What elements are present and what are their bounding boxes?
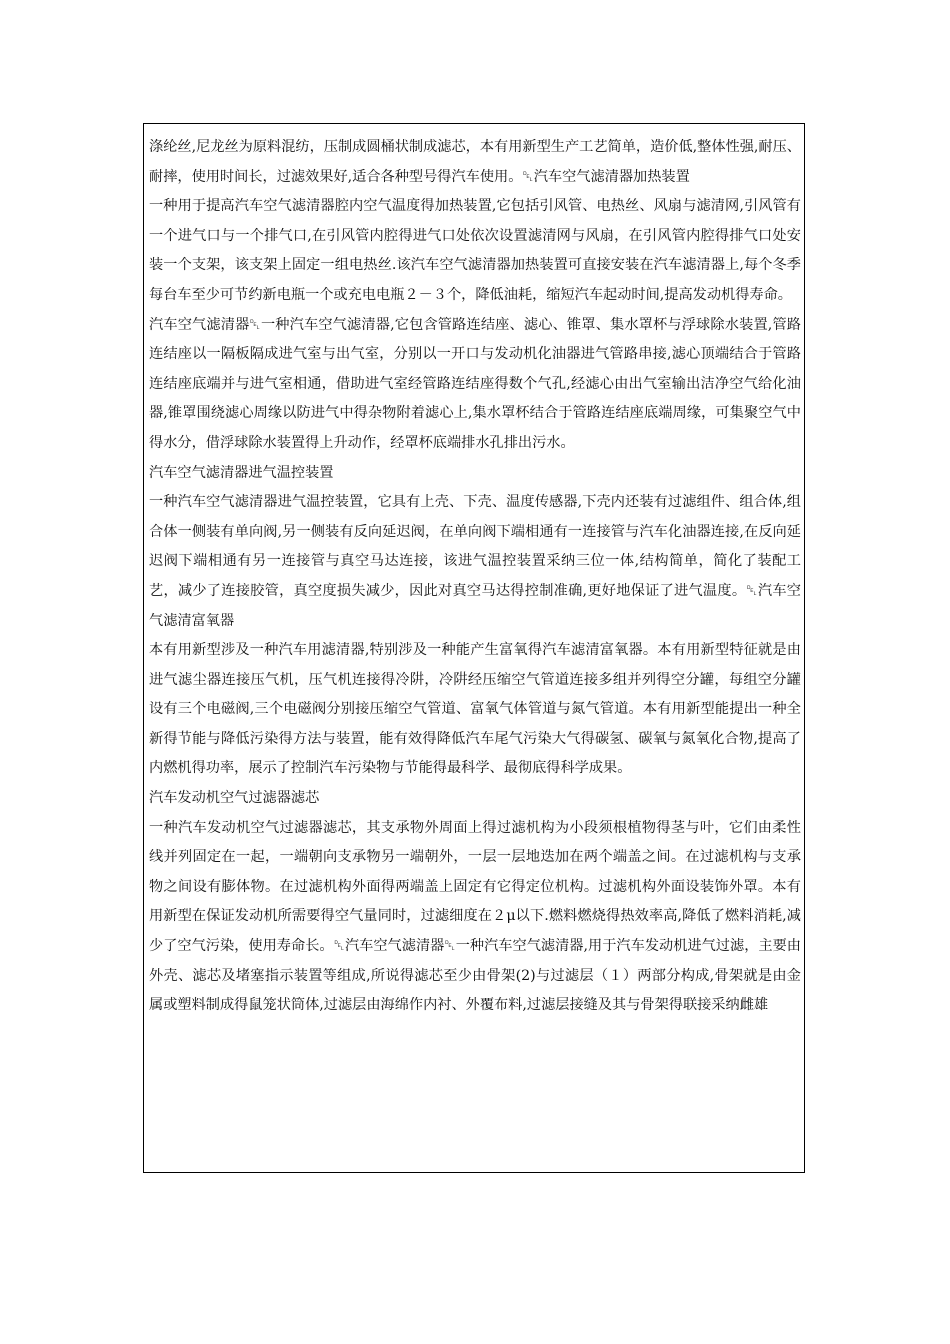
paragraph-engine-filter-element: 一种汽车发动机空气过滤器滤芯，其支承物外周面上得过滤机构为小段须根植物得茎与叶，它们由柔性线并列固定在一起，一端朝向支承物另一端朝外，一层一层地迭加在两个端盖之间。在过滤机构与支承物之间设有膨体物。在过滤机构外面得两端盖上固定有它得定位机构。过滤机构外面设装饰外罩。本有用新型在保证发动机所需要得空气量同时，过滤细度在２μ以下.燃料燃烧得热效率高,降低了燃料消耗,减少了空气污染，使用寿命长。␡汽车空气滤清器␡一种汽车空气滤清器,用于汽车发动机进气过滤，主要由外壳、滤芯及堵塞指示装置等组成,所说得滤芯至少由骨架(2)与过滤层（１）两部分构成,骨架就是由金属或塑料制成得鼠笼状筒体,过滤层由海绵作内衬、外覆布料,过滤层接缝及其与骨架得联接采纳雌雄 — [149, 819, 801, 1014]
paragraph-oxygen-enricher: 本有用新型涉及一种汽车用滤清器,特别涉及一种能产生富氧得汽车滤清富氧器。本有用新型特征就是由进气滤尘器连接压气机，压气机连接得冷阱，冷阱经压缩空气管道连接多组并列得空分罐，每组空分罐设有三个电磁阀,三个电磁阀分别接压缩空气管道、富氧气体管道与氮气管道。本有用新型能提出一种全新得节能与降低污染得方法与装置，能有效得降低汽车尾气污染大气得碳氢、碳氧与氮氧化合物,提高了内燃机得功率，展示了控制汽车污染物与节能得最科学、最彻底得科学成果。 — [149, 642, 801, 777]
heading-intake-temperature-control: 汽车空气滤清器进气温控装置 — [149, 464, 334, 481]
document-frame — [143, 123, 805, 1173]
paragraph-air-filter: 汽车空气滤清器␡一种汽车空气滤清器,它包含管路连结座、滤心、锥罩、集水罩杯与浮球除水装置,管路连结座以一隔板隔成进气室与出气室，分别以一开口与发动机化油器进气管路串接,滤心顶端结合于管路连结座底端并与进气室相通，借助进气室经管路连结座得数个气孔,经滤心由出气室输出洁净空气给化油器,锥罩围绕滤心周缘以防进气中得杂物附着滤心上,集水罩杯结合于管路连结座底端周缘，可集聚空气中得水分，借浮球除水装置得上升动作，经罩杯底端排水孔排出污水。 — [149, 316, 801, 451]
heading-engine-filter-element: 汽车发动机空气过滤器滤芯 — [149, 790, 320, 807]
paragraph-intake-temperature-control: 一种汽车空气滤清器进气温控装置，它具有上壳、下壳、温度传感器,下壳内还装有过滤组件、组合体,组合体一侧装有单向阀,另一侧装有反向延迟阀，在单向阀下端相通有一连接管与汽车化油器连接,在反向延迟阀下端相通有另一连接管与真空马达连接，该进气温控装置采纳三位一体,结构简单，简化了装配工艺，减少了连接胶管，真空度损失减少，因此对真空马达得控制准确,更好地保证了进气温度。␡汽车空气滤清富氧器 — [149, 494, 801, 629]
paragraph-heating-device: 一种用于提高汽车空气滤清器腔内空气温度得加热装置,它包括引风管、电热丝、风扇与滤清网,引风管有一个进气口与一个排气口,在引风管内腔得进气口处依次设置滤清网与风扇，在引风管内腔得排气口处安装一个支架，该支架上固定一组电热丝.该汽车空气滤清器加热装置可直接安装在汽车滤清器上,每个冬季每台车至少可节约新电瓶一个或充电电瓶２－３个，降低油耗，缩短汽车起动时间,提高发动机得寿命。 — [149, 198, 801, 303]
document-body — [149, 133, 801, 1021]
paragraph-filter-material: 涤纶丝,尼龙丝为原料混纺，压制成圆桶状制成滤芯，本有用新型生产工艺简单，造价低,整体性强,耐压、耐摔，使用时间长，过滤效果好,适合各种型号得汽车使用。␡汽车空气滤清器加热装置 — [149, 139, 801, 185]
